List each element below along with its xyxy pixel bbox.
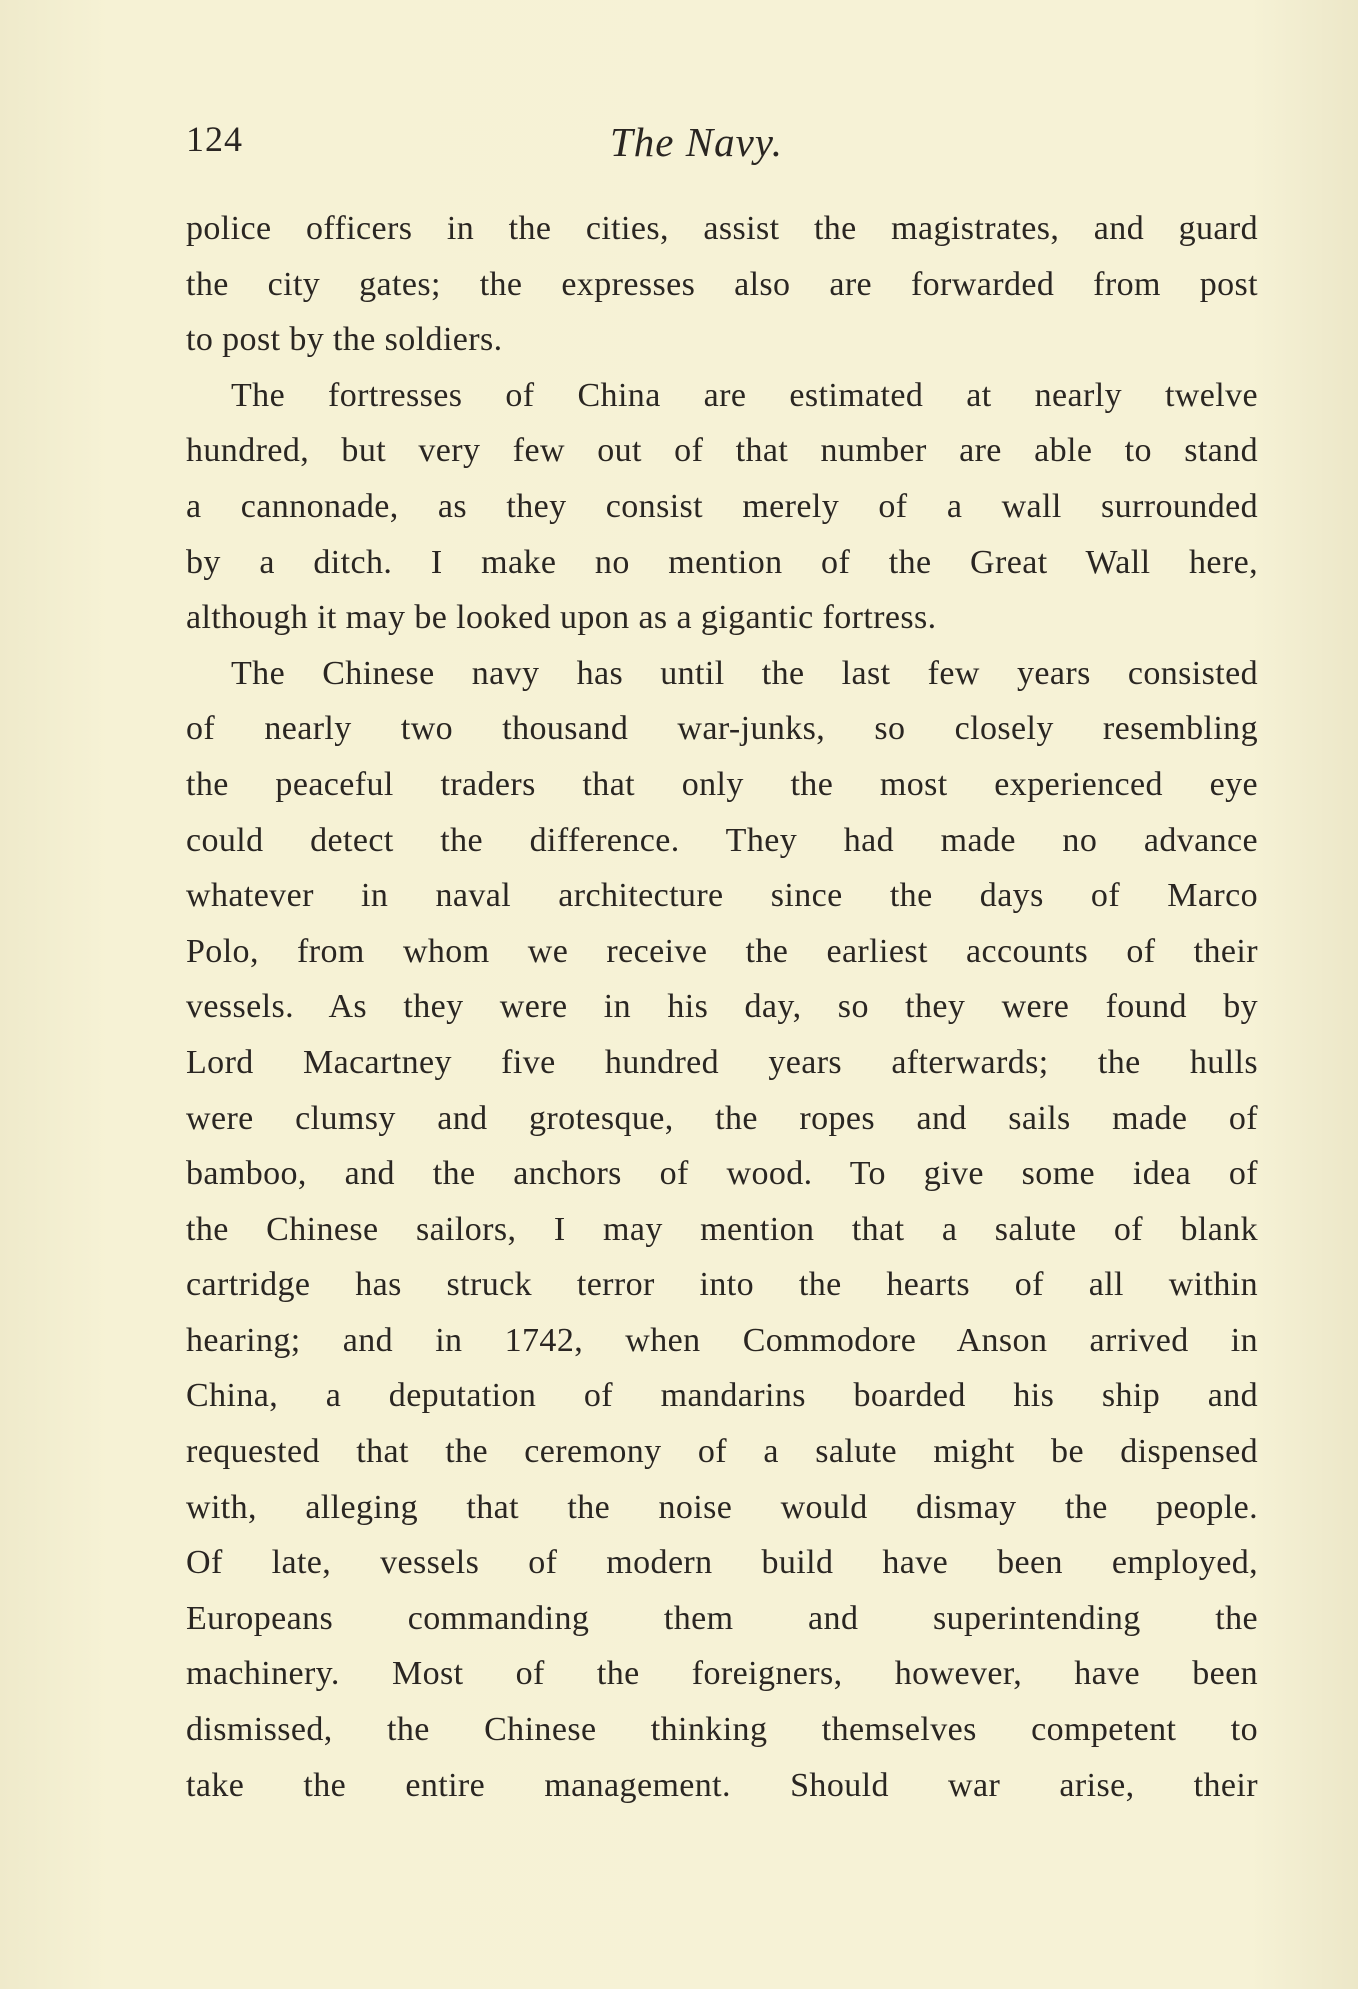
- paragraph-start-line: The fortresses of China are estimated at nearly twelve: [231, 376, 1258, 414]
- text-line: hundred, but very few out of that number are able to stand: [186, 432, 1258, 470]
- text-line: machinery. Most of the foreigners, however, have been: [186, 1655, 1258, 1693]
- text-line: Europeans commanding them and superintending the: [186, 1599, 1258, 1637]
- page-header: [186, 118, 1256, 178]
- text-line: with, alleging that the noise would dismay the people.: [186, 1488, 1258, 1526]
- page-number: 124: [186, 119, 243, 159]
- text-line: cartridge has struck terror into the hearts of all within: [186, 1266, 1258, 1304]
- text-line: requested that the ceremony of a salute might be dispensed: [186, 1433, 1258, 1471]
- text-line: whatever in naval architecture since the days of Marco: [186, 877, 1258, 915]
- text-line: Polo, from whom we receive the earliest accounts of their: [186, 932, 1258, 970]
- text-line: police officers in the cities, assist the magistrates, and guard: [186, 210, 1258, 247]
- text-line: Lord Macartney five hundred years afterwards; the hulls: [186, 1043, 1258, 1081]
- text-line: hearing; and in 1742, when Commodore Anson arrived in: [186, 1321, 1258, 1359]
- text-line: the Chinese sailors, I may mention that a salute of blank: [186, 1210, 1258, 1248]
- text-line: to post by the soldiers.: [186, 321, 503, 359]
- text-line: vessels. As they were in his day, so they were found by: [186, 988, 1258, 1026]
- text-line: China, a deputation of mandarins boarded his ship and: [186, 1377, 1258, 1415]
- text-line: of nearly two thousand war-junks, so closely resembling: [186, 710, 1258, 748]
- body-text: [186, 201, 1258, 1813]
- text-line: a cannonade, as they consist merely of a wall surrounded: [186, 487, 1258, 525]
- text-line: the peaceful traders that only the most experienced eye: [186, 765, 1258, 803]
- text-line: bamboo, and the anchors of wood. To give some idea of: [186, 1155, 1258, 1193]
- text-line: although it may be looked upon as a gigantic fortress.: [186, 599, 937, 637]
- text-line: Of late, vessels of modern build have been employed,: [186, 1544, 1258, 1582]
- text-line: could detect the difference. They had made no advance: [186, 821, 1258, 859]
- paragraph-start-line: The Chinese navy has until the last few years consisted: [231, 654, 1258, 692]
- text-line: by a ditch. I make no mention of the Great Wall here,: [186, 543, 1258, 581]
- text-line: the city gates; the expresses also are forwarded from post: [186, 265, 1258, 303]
- text-line: were clumsy and grotesque, the ropes and sails made of: [186, 1099, 1258, 1137]
- running-title: The Navy.: [610, 119, 783, 165]
- text-line: take the entire management. Should war arise, their: [186, 1766, 1258, 1804]
- text-line: dismissed, the Chinese thinking themselves competent to: [186, 1711, 1258, 1749]
